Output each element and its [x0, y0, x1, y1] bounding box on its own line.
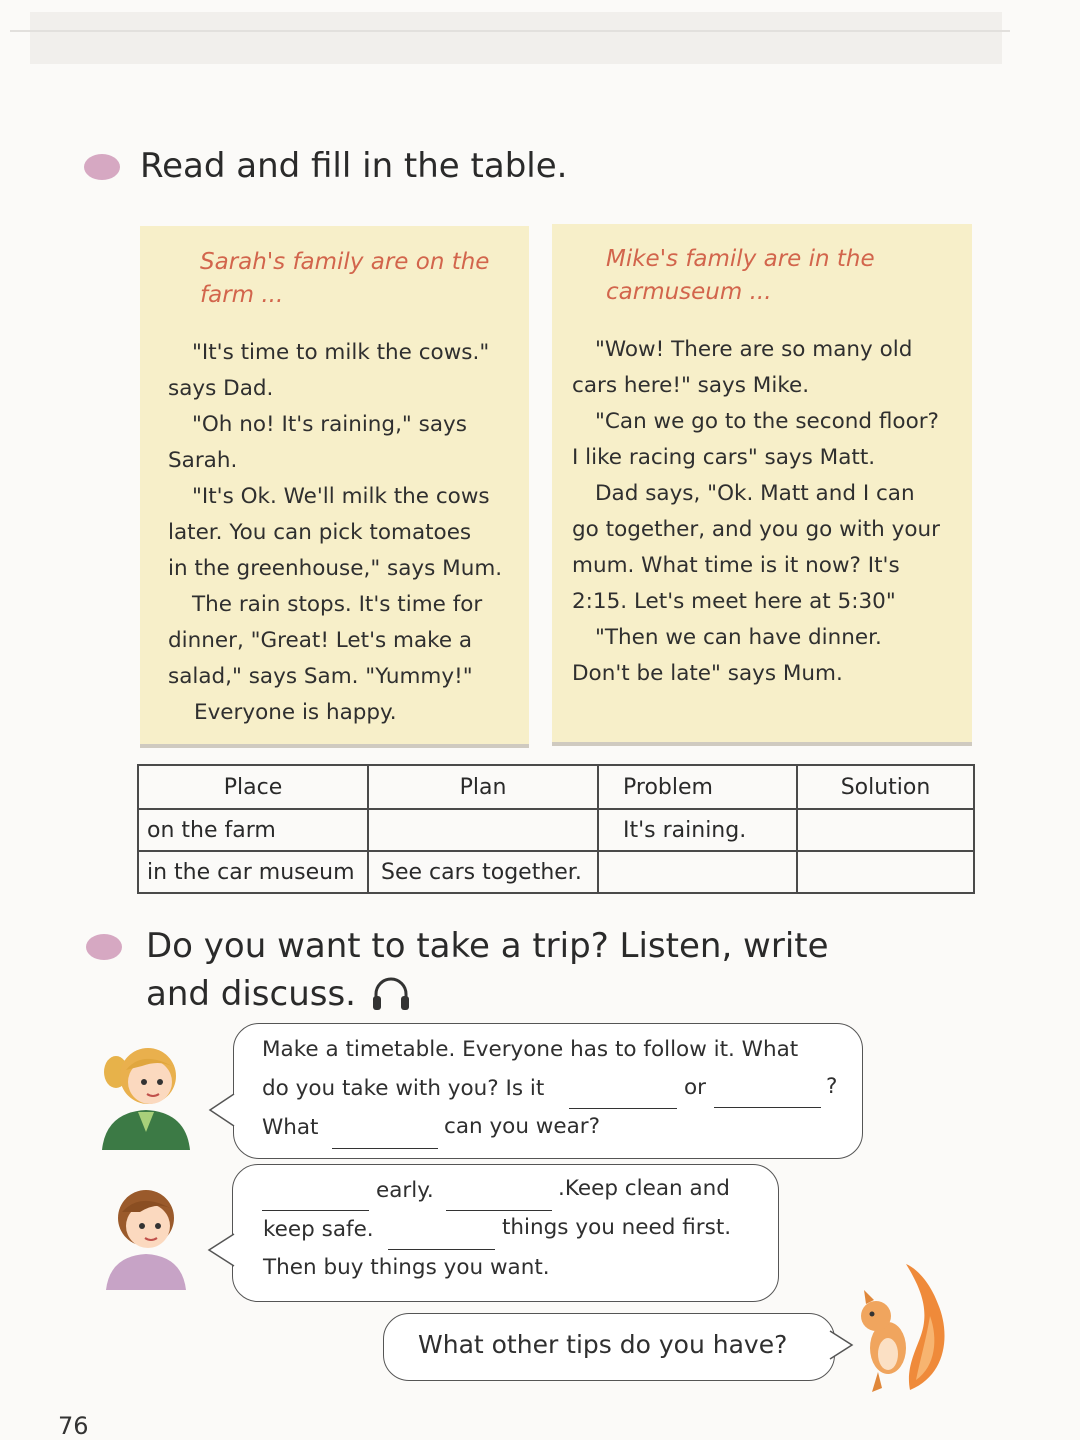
story-title: Mike's family are in the [606, 246, 875, 272]
table-cell-blank[interactable] [368, 809, 598, 851]
bubble1-text: or [684, 1075, 706, 1100]
section-bullet [86, 934, 122, 960]
story-line: 2:15. Let's meet here at 5:30" [572, 589, 896, 614]
fill-in-blank[interactable] [332, 1148, 438, 1149]
fill-in-table [137, 764, 975, 894]
bubble1-text: can you wear? [444, 1114, 601, 1139]
header-problem: Problem [598, 765, 797, 809]
story-line: Don't be late" says Mum. [572, 661, 843, 686]
story-line: cars here!" says Mike. [572, 373, 810, 398]
table-cell: on the farm [138, 809, 368, 851]
story-line: "Then we can have dinner. [595, 625, 882, 650]
table-header-row [138, 765, 974, 809]
story-title: carmuseum ... [606, 279, 772, 305]
fill-in-blank[interactable] [262, 1210, 369, 1211]
table-row [138, 809, 974, 851]
fill-in-blank[interactable] [569, 1108, 677, 1109]
section1-heading: Read and fill in the table. [140, 146, 568, 186]
table-cell-blank[interactable] [598, 851, 797, 893]
bubble2-text: early. [376, 1178, 434, 1203]
story-card-mike [552, 224, 972, 742]
story-line: says Dad. [168, 376, 274, 401]
bubble2-text: things you need first. [502, 1215, 732, 1240]
bubble1-line1: Make a timetable. Everyone has to follow it. What [262, 1037, 799, 1062]
header-place: Place [138, 765, 368, 809]
story-line: dinner, "Great! Let's make a [168, 628, 473, 653]
table-cell: in the car museum [138, 851, 368, 893]
girl-avatar [98, 1032, 194, 1150]
bubble2-text: .Keep clean and [558, 1176, 730, 1201]
fill-in-blank[interactable] [714, 1107, 821, 1108]
story-line: "It's Ok. We'll milk the cows [192, 484, 490, 509]
scan-top-band [30, 12, 1002, 64]
story-line: "Wow! There are so many old [595, 337, 913, 362]
fill-in-blank[interactable] [388, 1249, 495, 1250]
story-title: Sarah's family are on the [200, 249, 490, 275]
story-line: "Oh no! It's raining," says [192, 412, 467, 437]
bubble-tail [206, 1232, 236, 1272]
header-solution: Solution [797, 765, 974, 809]
bubble2-text: Then buy things you want. [263, 1255, 550, 1280]
table-cell: See cars together. [368, 851, 598, 893]
story-line: salad," says Sam. "Yummy!" [168, 664, 473, 689]
section-bullet [84, 154, 120, 180]
story-title: farm ... [200, 282, 284, 308]
bubble1-text: What [262, 1115, 319, 1140]
bubble3-text: What other tips do you have? [418, 1330, 788, 1359]
story-line: in the greenhouse," says Mum. [168, 556, 503, 581]
story-line: Sarah. [168, 448, 238, 473]
section2-heading-line1: Do you want to take a trip? Listen, write [146, 926, 829, 966]
headphones-icon[interactable] [370, 974, 412, 1014]
story-line: later. You can pick tomatoes [168, 520, 472, 545]
squirrel-illustration [850, 1262, 950, 1396]
story-line: Dad says, "Ok. Matt and I can [595, 481, 915, 506]
bubble-tail [207, 1092, 237, 1132]
story-card-sarah [140, 226, 529, 744]
table-row [138, 851, 974, 893]
header-plan: Plan [368, 765, 598, 809]
story-line: mum. What time is it now? It's [572, 553, 900, 578]
bubble1-text: do you take with you? Is it [262, 1076, 545, 1101]
story-line: "It's time to milk the cows." [192, 340, 490, 365]
table-cell-blank[interactable] [797, 851, 974, 893]
story-line: The rain stops. It's time for [192, 592, 483, 617]
story-line: "Can we go to the second floor? [595, 409, 939, 434]
bubble2-text: keep safe. [263, 1217, 374, 1242]
boy-avatar [100, 1172, 192, 1290]
bubble1-text: ? [826, 1074, 838, 1099]
story-line: I like racing cars" says Matt. [572, 445, 876, 470]
page-number: 76 [58, 1412, 89, 1440]
story-line: Everyone is happy. [194, 700, 397, 725]
table-cell: It's raining. [598, 809, 797, 851]
table-cell-blank[interactable] [797, 809, 974, 851]
story-line: go together, and you go with your [572, 517, 940, 542]
fill-in-blank[interactable] [446, 1210, 552, 1211]
section2-heading-line2: and discuss. [146, 974, 356, 1014]
scan-top-line [10, 30, 1010, 32]
